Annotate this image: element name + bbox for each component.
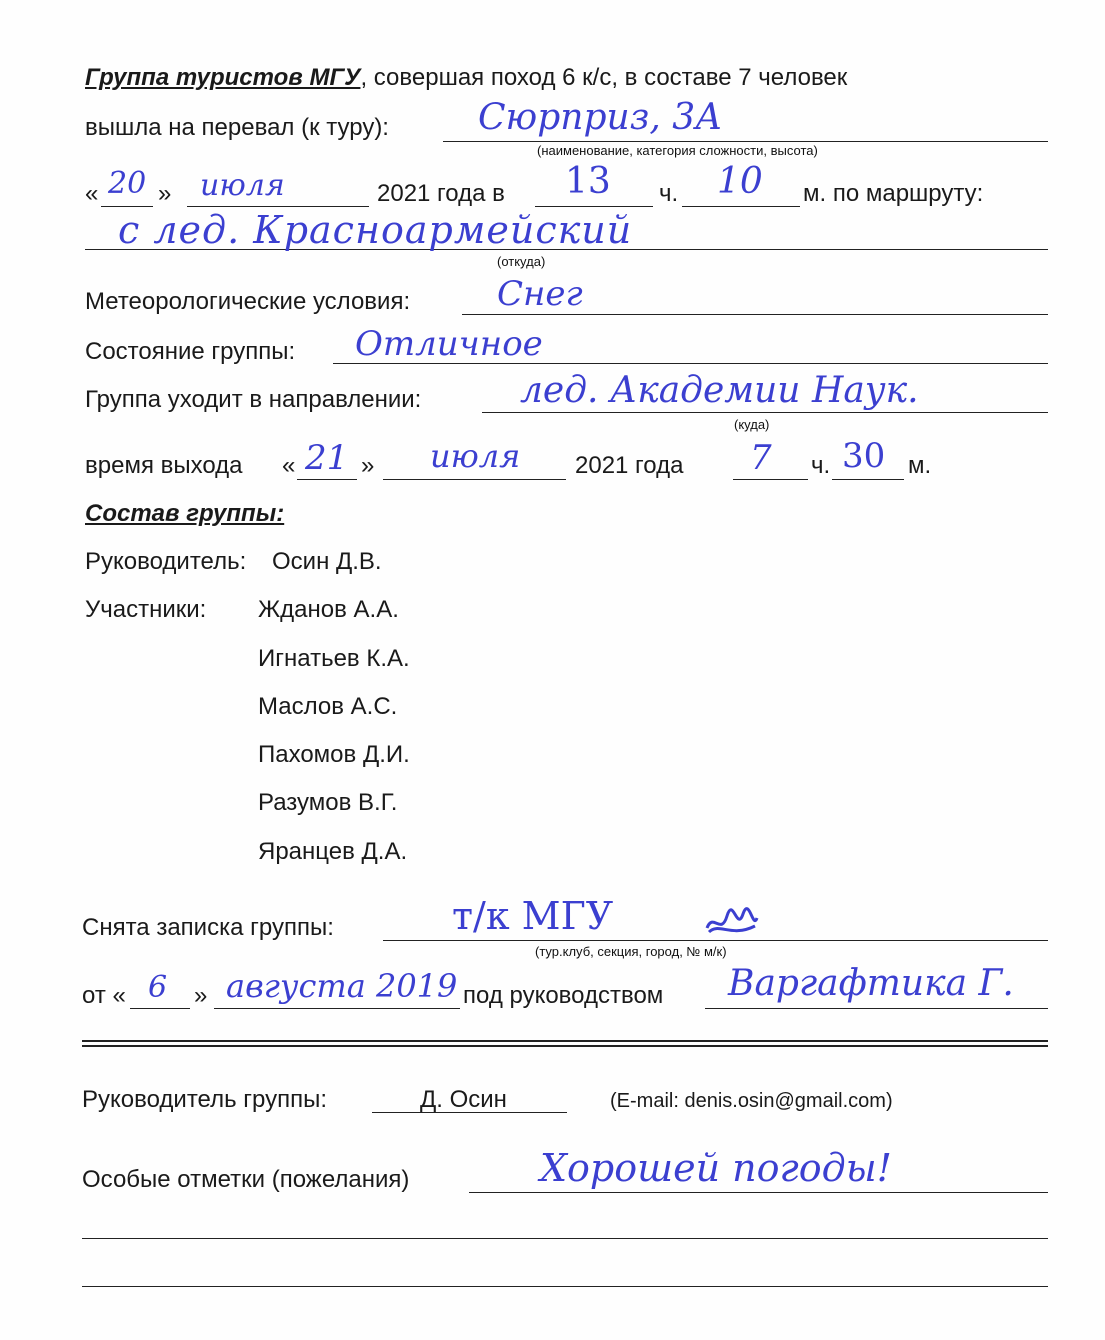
remarks-value: Хорошей погоды! [540, 1146, 892, 1190]
date-month-line [187, 206, 369, 207]
date-hour: 13 [565, 161, 611, 202]
note-from-label: от « [82, 982, 126, 1009]
date-year: 2021 года в [377, 180, 505, 207]
date-minute-line [682, 206, 800, 207]
departure-close-quote: » [361, 452, 375, 479]
heading [85, 64, 847, 92]
weather-label: Метеорологические условия: [85, 288, 411, 315]
departure-year: 2021 года [575, 452, 684, 479]
member-item: Игнатьев К.А. [258, 645, 410, 672]
member-item: Жданов А.А. [258, 596, 399, 623]
date-month: июля [200, 168, 285, 203]
leader-email: (E-mail: denis.osin@gmail.com) [610, 1090, 893, 1112]
group-title: Группа туристов МГУ [85, 64, 361, 91]
departure-minute: 30 [842, 436, 886, 476]
member-item: Яранцев Д.А. [258, 838, 408, 865]
departure-day: 21 [305, 438, 349, 478]
leader-name: Осин Д.В. [272, 548, 382, 575]
member-item: Маслов А.С. [258, 693, 398, 720]
note-value: т/к МГУ [452, 894, 614, 938]
date-close-quote: » [158, 180, 172, 207]
pass-value: Сюрприз, 3А [478, 97, 723, 138]
date-open-quote: « [85, 180, 99, 207]
divider [82, 1040, 1048, 1042]
note-caption: (тур.клуб, секция, город, № м/к) [535, 944, 727, 959]
divider [82, 1045, 1048, 1047]
date-minute: 10 [717, 161, 763, 202]
direction-label: Группа уходит в направлении: [85, 386, 422, 413]
heading-rest: , совершая поход 6 к/с, в составе 7 человек [360, 64, 848, 91]
date-h-label: ч. [659, 180, 679, 207]
direction-value: лед. Академии Наук. [520, 370, 919, 411]
departure-month: июля [430, 437, 521, 475]
note-label: Снята записка группы: [82, 914, 334, 941]
leader-sign-label: Руководитель группы: [82, 1086, 328, 1113]
leader-sign-value: Д. Осин [420, 1086, 507, 1113]
departure-open-quote: « [282, 452, 296, 479]
note-close-quote: » [194, 982, 208, 1009]
from-caption: (откуда) [497, 254, 546, 269]
departure-hour: 7 [750, 438, 772, 478]
weather-line [462, 314, 1048, 315]
from-value: с лед. Красноармейский [118, 208, 633, 252]
member-item: Разумов В.Г. [258, 789, 398, 816]
date-hour-line [535, 206, 653, 207]
departure-minute-line [832, 479, 904, 480]
state-value: Отличное [355, 324, 543, 364]
pass-label: вышла на перевал (к туру): [85, 114, 389, 141]
remarks-label: Особые отметки (пожелания) [82, 1166, 410, 1193]
note-by-label: под руководством [463, 982, 664, 1009]
date-day: 20 [108, 166, 147, 201]
remarks-line [469, 1192, 1048, 1193]
note-date-line [214, 1008, 460, 1009]
leader-label: Руководитель: [85, 548, 247, 575]
composition-title: Состав группы: [85, 500, 285, 527]
departure-h-label: ч. [811, 452, 831, 479]
note-by-value: Варгафтика Г. [728, 963, 1014, 1004]
date-m-label: м. по маршруту: [803, 180, 984, 207]
state-label: Состояние группы: [85, 338, 296, 365]
note-date-value: августа 2019 [226, 967, 458, 1005]
note-day: 6 [148, 970, 168, 1005]
pass-caption: (наименование, категория сложности, высота) [537, 143, 818, 158]
direction-line [482, 412, 1048, 413]
scribble-icon [703, 902, 759, 942]
departure-m-label: м. [908, 452, 932, 479]
direction-caption: (куда) [734, 417, 770, 432]
pass-line [443, 141, 1048, 142]
note-day-line [130, 1008, 190, 1009]
weather-value: Снег [497, 274, 583, 314]
departure-hour-line [733, 479, 808, 480]
remarks-line [82, 1286, 1048, 1287]
departure-label: время выхода [85, 452, 243, 479]
departure-month-line [383, 479, 566, 480]
date-day-line [101, 206, 153, 207]
members-label: Участники: [85, 596, 207, 623]
note-by-line [705, 1008, 1048, 1009]
member-item: Пахомов Д.И. [258, 741, 410, 768]
remarks-line [82, 1238, 1048, 1239]
departure-day-line [297, 479, 357, 480]
